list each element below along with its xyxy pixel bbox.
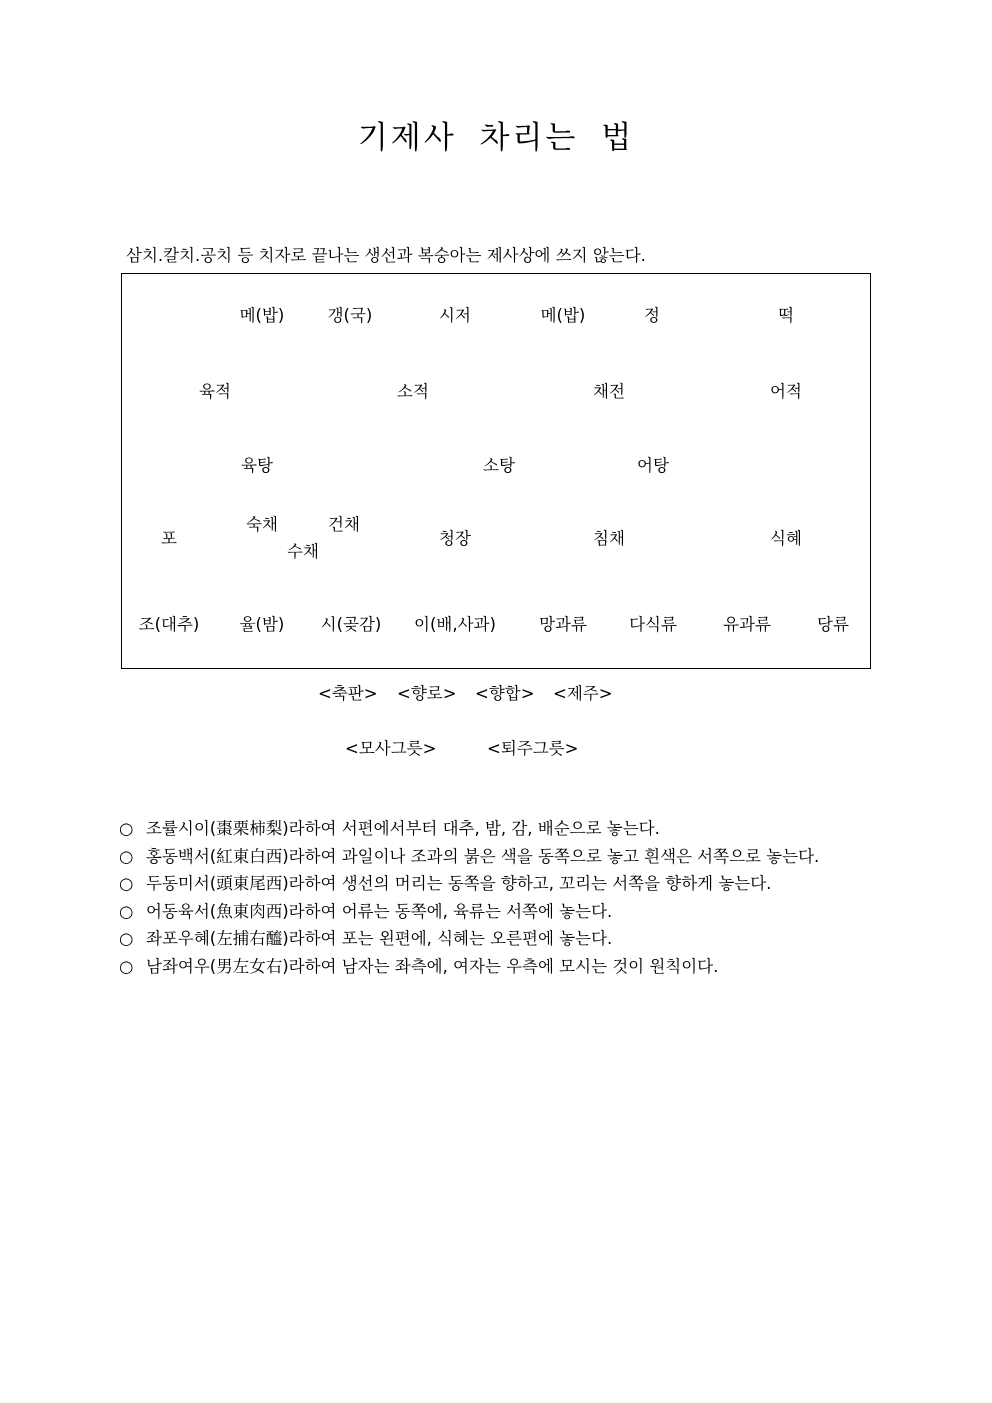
circle-bullet-icon: ○ bbox=[119, 956, 134, 976]
item-veg-pancake: 채전 bbox=[593, 382, 625, 401]
item-soy-sauce: 청장 bbox=[439, 529, 471, 548]
item-meat-skewer: 육적 bbox=[199, 382, 231, 401]
item-ritual-wine: <제주> bbox=[553, 684, 613, 703]
item-meat-soup: 육탕 bbox=[241, 456, 273, 475]
rule-text: 조률시이(棗栗柿梨)라하여 서편에서부터 대추, 밤, 감, 배순으로 놓는다. bbox=[146, 819, 660, 838]
page-title: 기제사 차리는 법 bbox=[357, 120, 635, 156]
list-item bbox=[119, 843, 875, 871]
item-dasik: 다식류 bbox=[629, 615, 677, 634]
item-water-greens: 수채 bbox=[287, 542, 319, 561]
circle-bullet-icon: ○ bbox=[119, 874, 134, 893]
item-fish-skewer: 어적 bbox=[770, 382, 802, 401]
item-soup: 갱(국) bbox=[327, 306, 373, 325]
item-mosa-bowl: <모사그릇> bbox=[345, 739, 437, 758]
item-kimchi: 침채 bbox=[593, 529, 625, 548]
list-item bbox=[119, 870, 875, 898]
list-item bbox=[119, 953, 875, 981]
item-rice-2: 메(밥) bbox=[540, 306, 586, 325]
item-jujube: 조(대추) bbox=[138, 615, 200, 634]
circle-bullet-icon: ○ bbox=[119, 929, 134, 948]
list-item bbox=[119, 815, 875, 843]
list-item bbox=[119, 925, 875, 953]
item-incense-case: <향합> bbox=[475, 684, 535, 703]
item-veg-soup: 소탕 bbox=[483, 456, 515, 475]
rule-text: 남좌여우(男左女右)라하여 남자는 좌측에, 여자는 우측에 모시는 것이 원칙이다. bbox=[146, 956, 719, 976]
item-incense-burner: <향로> bbox=[397, 684, 457, 703]
circle-bullet-icon: ○ bbox=[119, 846, 134, 866]
item-veg-skewer: 소적 bbox=[397, 382, 429, 401]
circle-bullet-icon: ○ bbox=[119, 901, 134, 921]
item-dried-persimmon: 시(곶감) bbox=[320, 615, 382, 634]
item-yugwa: 유과류 bbox=[723, 615, 771, 634]
item-candy: 당류 bbox=[817, 615, 849, 634]
rule-text: 두동미서(頭東尾西)라하여 생선의 머리는 동쪽을 향하고, 꼬리는 서쪽을 향하게 놓는다. bbox=[146, 874, 772, 893]
item-dried-meat: 포 bbox=[161, 529, 177, 548]
item-chestnut: 율(밤) bbox=[239, 615, 285, 634]
item-dried-greens: 건채 bbox=[328, 515, 360, 534]
item-sikhye: 식혜 bbox=[770, 529, 802, 548]
rule-text: 홍동백서(紅東白西)라하여 과일이나 조과의 붉은 색을 동쪽으로 놓고 흰색은 서쪽으로 놓는다. bbox=[146, 846, 820, 866]
circle-bullet-icon: ○ bbox=[119, 819, 134, 838]
item-rice-1: 메(밥) bbox=[239, 306, 285, 325]
item-cooked-greens: 숙채 bbox=[246, 515, 278, 534]
intro-note: 삼치.칼치.공치 등 치자로 끝나는 생선과 복숭아는 제사상에 쓰지 않는다. bbox=[126, 246, 646, 265]
item-jeong: 정 bbox=[644, 306, 660, 325]
item-fish-soup: 어탕 bbox=[637, 456, 669, 475]
item-spoon-chopsticks: 시저 bbox=[439, 306, 471, 325]
rule-text: 좌포우혜(左捕右醯)라하여 포는 왼편에, 식혜는 오른편에 놓는다. bbox=[146, 929, 613, 948]
rule-text: 어동육서(魚東肉西)라하여 어류는 동쪽에, 육류는 서쪽에 놓는다. bbox=[146, 901, 613, 921]
item-rice-cake: 떡 bbox=[778, 306, 794, 325]
rules-list bbox=[119, 815, 875, 980]
item-fruit-types: 망과류 bbox=[539, 615, 587, 634]
item-pear-apple: 이(배,사과) bbox=[414, 615, 496, 634]
item-toeju-bowl: <퇴주그릇> bbox=[487, 739, 579, 758]
ritual-table-diagram bbox=[121, 273, 871, 669]
list-item bbox=[119, 898, 875, 926]
item-prayer-board: <축판> bbox=[318, 684, 378, 703]
